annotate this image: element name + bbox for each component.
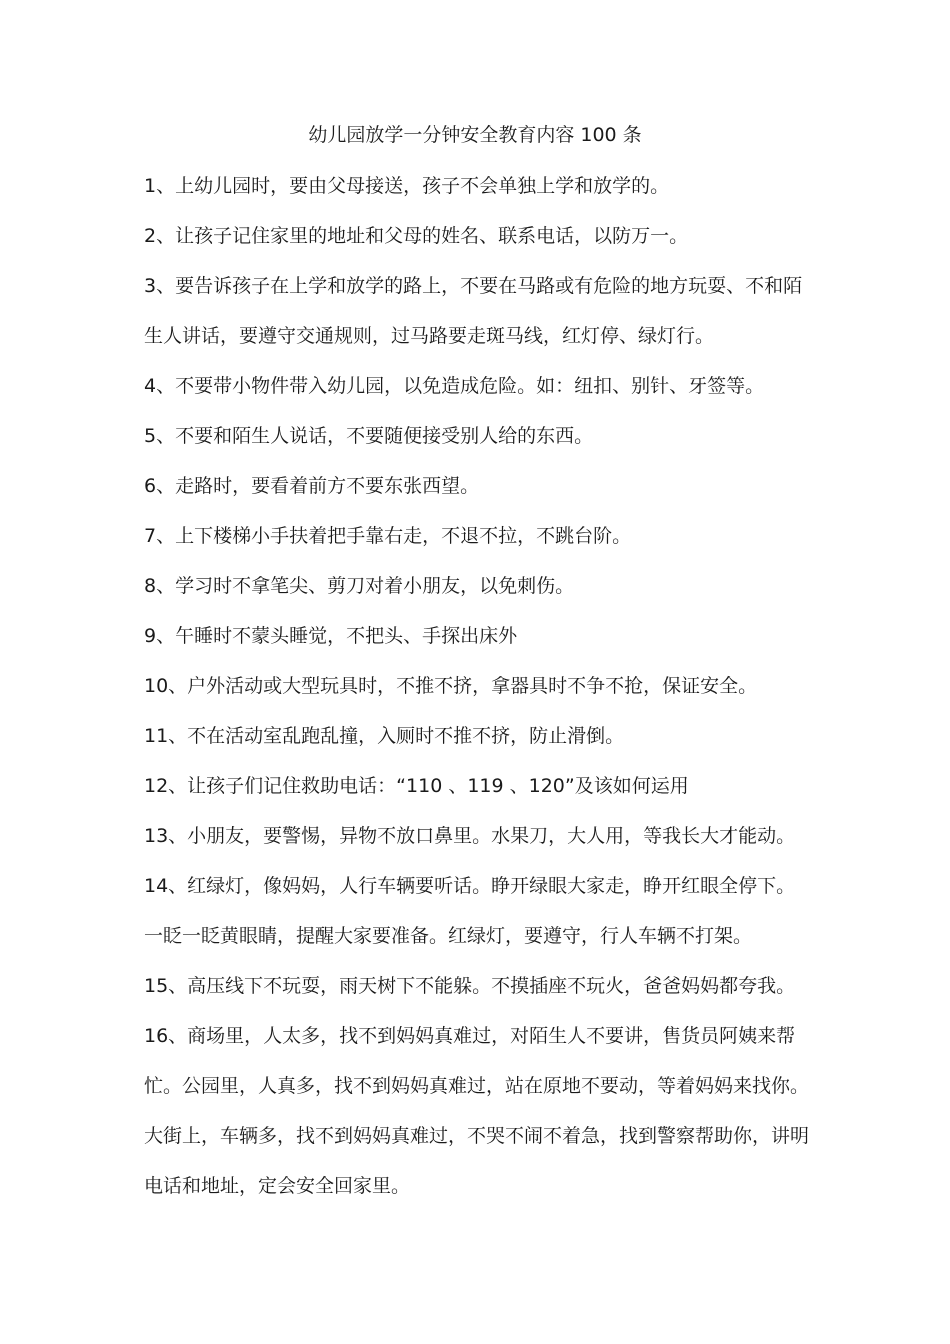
text-line: 5、不要和陌生人说话，不要随便接受别人给的东西。 [144,425,594,447]
text-line: 7、上下楼梯小手扶着把手靠右走，不退不拉，不跳台阶。 [144,525,632,547]
text-line: 13、小朋友，要警惕，异物不放口鼻里。水果刀，大人用，等我长大才能动。 [144,825,796,847]
text-line: 6、走路时，要看着前方不要东张西望。 [144,475,480,497]
text-line: 4、不要带小物件带入幼儿园，以免造成危险。如：纽扣、别针、牙签等。 [144,375,765,397]
text-line: 2、让孩子记住家里的地址和父母的姓名、联系电话，以防万一。 [144,225,689,247]
text-line: 大街上，车辆多，找不到妈妈真难过，不哭不闹不着急，找到警察帮助你，讲明 [144,1125,810,1147]
text-line: 电话和地址，定会安全回家里。 [144,1175,411,1197]
text-line: 1、上幼儿园时，要由父母接送，孩子不会单独上学和放学的。 [144,175,670,197]
text-line: 14、红绿灯，像妈妈，人行车辆要听话。睁开绿眼大家走，睁开红眼全停下。 [144,875,796,897]
text-line: 生人讲话，要遵守交通规则，过马路要走斑马线，红灯停、绿灯行。 [144,325,715,347]
text-line: 忙。公园里，人真多，找不到妈妈真难过，站在原地不要动，等着妈妈来找你。 [144,1075,810,1097]
document-title: 幼儿园放学一分钟安全教育内容 100 条 [308,124,642,146]
text-line: 9、午睡时不蒙头睡觉，不把头、手探出床外 [144,625,518,647]
text-line: 11、不在活动室乱跑乱撞，入厕时不推不挤，防止滑倒。 [144,725,625,747]
text-line: 16、商场里，人太多，找不到妈妈真难过，对陌生人不要讲，售货员阿姨来帮 [144,1025,796,1047]
text-line: 3、要告诉孩子在上学和放学的路上，不要在马路或有危险的地方玩耍、不和陌 [144,275,803,297]
text-line: 15、高压线下不玩耍，雨天树下不能躲。不摸插座不玩火，爸爸妈妈都夸我。 [144,975,796,997]
text-line: 8、学习时不拿笔尖、剪刀对着小朋友，以免刺伤。 [144,575,575,597]
text-line: 12、让孩子们记住救助电话：“110 、119 、120”及该如何运用 [144,775,689,797]
text-line: 10、户外活动或大型玩具时，不推不挤，拿器具时不争不抢，保证安全。 [144,675,758,697]
text-line: 一眨一眨黄眼睛，提醒大家要准备。红绿灯，要遵守，行人车辆不打架。 [144,925,753,947]
document-body [144,172,824,1222]
